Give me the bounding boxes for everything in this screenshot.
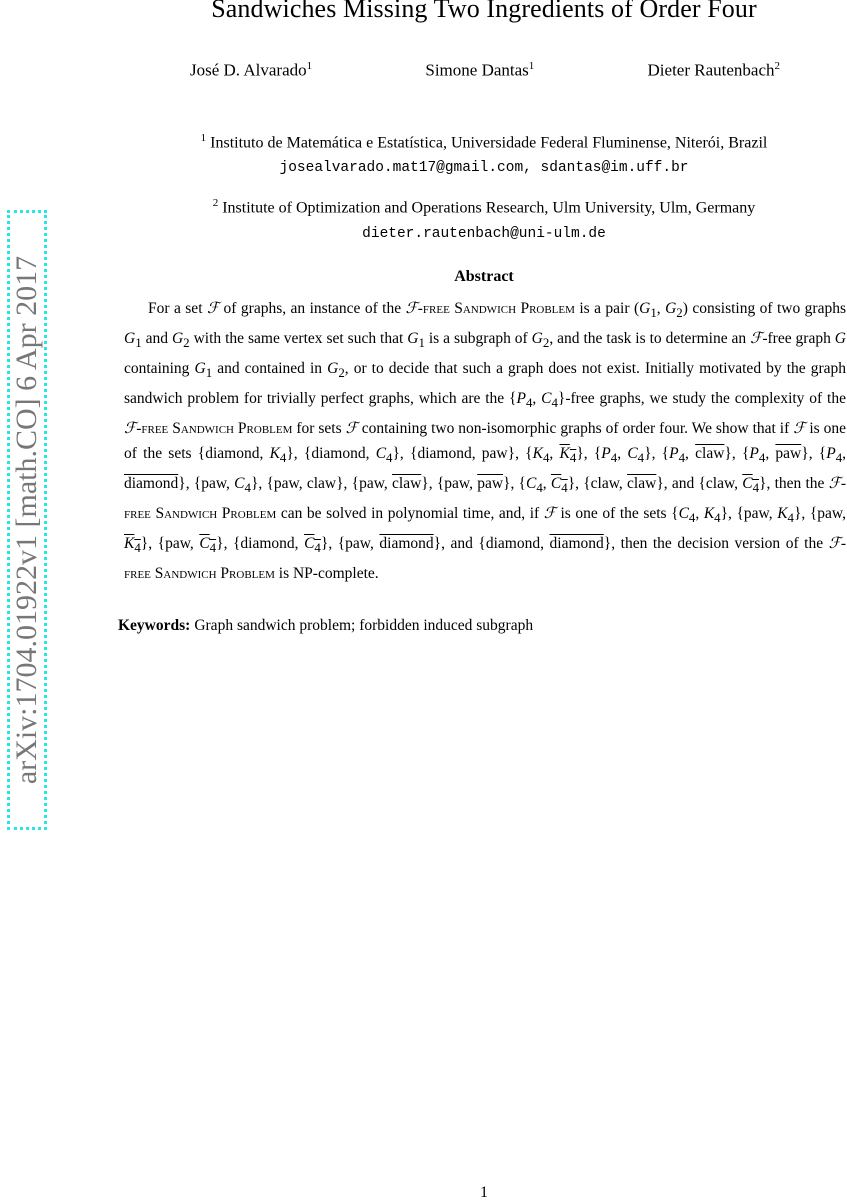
arxiv-identifier: arXiv:1704.01922v1 [math.CO] 6 Apr 2017 bbox=[10, 255, 43, 785]
author: Dieter Rautenbach$^2$ bbox=[647, 60, 780, 80]
keywords-line bbox=[118, 617, 533, 635]
affiliation-1: $^1$ Instituto de Matemática e Estatística, Universidade Federal Fluminense, Niterói, Brazil bbox=[200, 132, 768, 152]
arxiv-side-stamp bbox=[7, 210, 47, 830]
author-list bbox=[190, 60, 780, 81]
author: Simone Dantas$^1$ bbox=[425, 60, 535, 80]
keywords-label: Keywords: bbox=[118, 617, 191, 634]
affiliation-2-emails: dieter.rautenbach@uni-ulm.de bbox=[362, 226, 606, 242]
page-number: 1 bbox=[480, 1184, 488, 1201]
affiliation-2: $^2$ Institute of Optimization and Operations Research, Ulm University, Ulm, Germany bbox=[212, 197, 756, 217]
paper-title: Sandwiches Missing Two Ingredients of Order Four bbox=[211, 0, 757, 23]
abstract-body: For a set ℱ of graphs, an instance of the ℱ-free Sandwich Problem is a pair ($G_1$, $G_2$) consisting of two graphs $G_1$ and $G_2$ with the same vertex set such that $G_1$ is a subgraph of $G_2$, and the task is to determine an ℱ-free graph G containing $G_1$ and contained in $G_2$, or to decide that such a graph does not exist. Initially motivated by the graph sandwich problem for trivially perfect graphs, which are the {$P_4$, $C_4$}-free graphs, we study the complexity of the ℱ-free Sandwich Problem for sets ℱ containing two non-isomorphic graphs of order four. We show that if ℱ is one of the sets {diamond, $K_4$}, {diamond, $C_4$}, {diamond, paw}, {$K_4$, $K_4$}, {$P_4$, $C_4$}, {$P_4$, claw}, {$P_4$, $\overline{paw}$}, {$P_4$, diamond}, {paw, $C_4$}, {paw, claw}, {paw, claw}, {paw, $\overline{paw}$}, {$C_4$, $C_4$}, {claw, claw}, and {claw, $C_4$}, then the ℱ-free Sandwich Problem can be solved in polynomial time, and, if ℱ is one of the sets {$C_4$, $K_4$}, {paw, $K_4$}, {paw, $K_4$}, {paw, $C_4$}, {diamond, $C_4$}, {paw, diamond}, and {diamond, diamond}, then the decision version of the ℱ-free Sandwich Problem is NP-complete. bbox=[124, 300, 847, 582]
affiliation-1-emails: josealvarado.mat17@gmail.com, sdantas@im.uff.br bbox=[279, 160, 689, 176]
author: José D. Alvarado$^1$ bbox=[190, 60, 313, 80]
abstract-heading: Abstract bbox=[454, 268, 514, 285]
keywords-text: Graph sandwich problem; forbidden induced subgraph bbox=[194, 617, 534, 634]
